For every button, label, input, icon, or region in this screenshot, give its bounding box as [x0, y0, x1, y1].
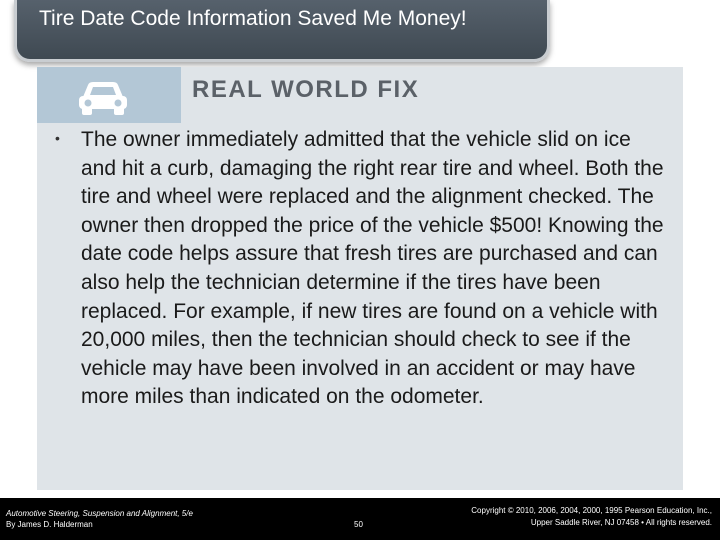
- footer-copyright: [471, 505, 712, 529]
- panel-header-block: [37, 67, 181, 123]
- title-bar: [14, 0, 550, 62]
- book-author: By James D. Halderman: [6, 520, 93, 529]
- car-icon: [73, 77, 133, 115]
- copyright-line-1: Copyright © 2010, 2006, 2004, 2000, 1995 Pearson Education, Inc.,: [471, 506, 712, 515]
- body-paragraph: The owner immediately admitted that the vehicle slid on ice and hit a curb, damaging the right rear tire and wheel. Both the tire and wheel were replaced and the alignment checked. The owner then dropped the price of the vehicle $500! Knowing the date code helps assure that fresh tires are purchased and can also help the technician determine if the tires have been replaced. For example, if new tires are found on a vehicle with 20,000 miles, then the technician should check to see if the vehicle may have been involved in an accident or may have more miles than indicated on the odometer.: [81, 128, 664, 409]
- footer-book-info: [6, 508, 193, 530]
- real-world-fix-heading: REAL WORLD FIX: [192, 76, 420, 103]
- copyright-line-2: Upper Saddle River, NJ 07458 • All rights reserved.: [530, 518, 712, 527]
- bullet-marker: •: [55, 130, 60, 146]
- page-number: 50: [354, 520, 363, 529]
- footer-bar: [0, 498, 720, 540]
- book-title: Automotive Steering, Suspension and Alignment, 5/e: [6, 509, 193, 518]
- slide-title: Tire Date Code Information Saved Me Money!: [39, 7, 467, 30]
